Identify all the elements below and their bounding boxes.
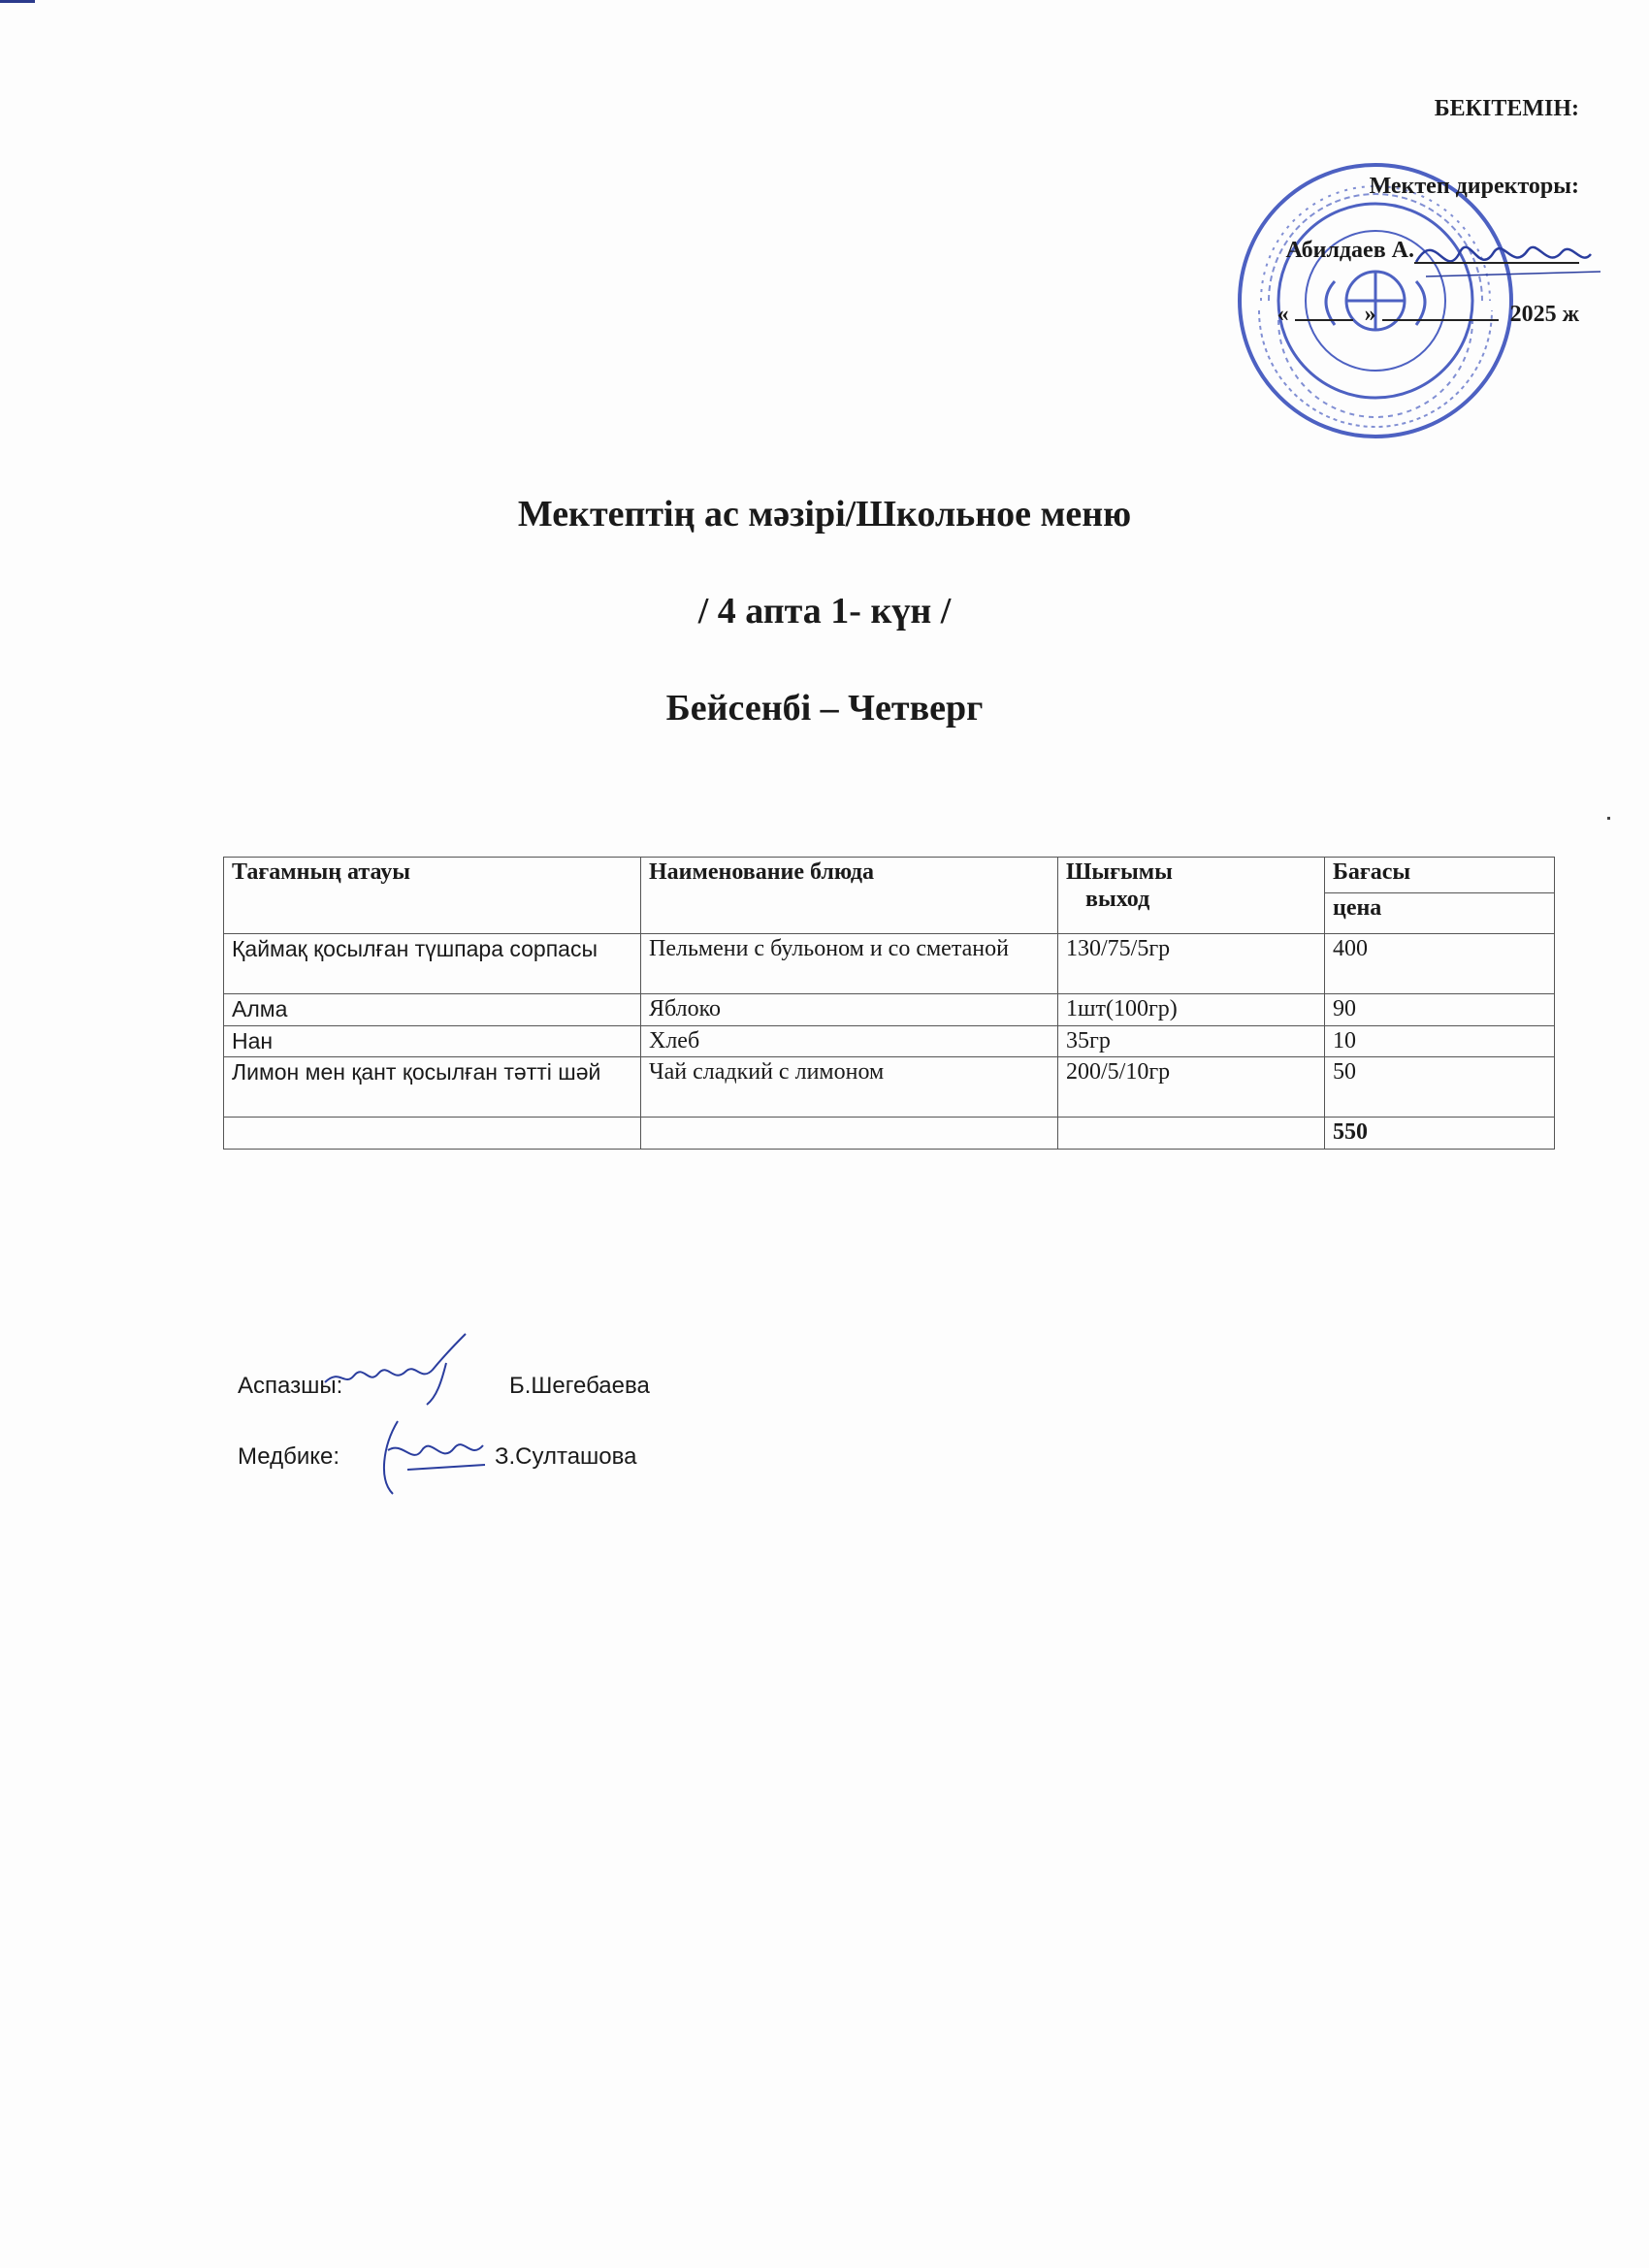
total-price: 550: [1325, 1118, 1555, 1150]
dish-price: 400: [1325, 934, 1555, 994]
cook-label: Аспазшы:: [238, 1373, 343, 1399]
dish-output: 200/5/10гр: [1058, 1057, 1325, 1118]
date-close-quote: »: [1364, 302, 1376, 327]
dish-price: 90: [1325, 994, 1555, 1026]
weekday-subtitle: Бейсенбі – Четверг: [665, 688, 984, 729]
nurse-signature: [369, 1411, 495, 1499]
dish-kz: Лимон мен қант қосылған тәтті шәй: [224, 1057, 641, 1118]
dish-ru: Яблоко: [641, 994, 1058, 1026]
table-header-row: [224, 858, 1555, 893]
header-price-kz: Бағасы: [1325, 858, 1555, 893]
dish-ru: Пельмени с бульоном и со сметаной: [641, 934, 1058, 994]
header-output-kz: Шығымы: [1066, 859, 1173, 885]
date-month-blank: [1382, 319, 1499, 321]
dish-kz: Алма: [224, 994, 641, 1026]
scan-edge-mark: [0, 0, 35, 3]
director-name: Абилдаев А.: [1285, 238, 1414, 263]
nurse-label: Медбике:: [238, 1443, 340, 1470]
header-output-ru: выход: [1085, 886, 1150, 912]
total-empty-cell: [641, 1118, 1058, 1150]
dish-ru: Чай сладкий с лимоном: [641, 1057, 1058, 1118]
table-row: [224, 934, 1555, 994]
date-year: 2025 ж: [1509, 302, 1579, 327]
dish-price: 10: [1325, 1025, 1555, 1057]
dish-kz: Нан: [224, 1025, 641, 1057]
cook-name: Б.Шегебаева: [509, 1373, 650, 1399]
official-seal-stamp: [1230, 155, 1521, 446]
cook-signature-row: [238, 1373, 650, 1400]
dish-ru: Хлеб: [641, 1025, 1058, 1057]
stray-dot: [1607, 817, 1610, 820]
approval-heading: БЕКІТЕМІН:: [1434, 96, 1579, 121]
week-day-subtitle: / 4 апта 1- күн /: [697, 591, 952, 632]
approval-date: [1277, 303, 1579, 326]
total-row: [224, 1118, 1555, 1150]
header-price-ru: цена: [1325, 893, 1555, 934]
table-row: [224, 994, 1555, 1026]
dish-output: 130/75/5гр: [1058, 934, 1325, 994]
date-open-quote: «: [1277, 302, 1289, 327]
dish-output: 1шт(100гр): [1058, 994, 1325, 1026]
table-row: [224, 1025, 1555, 1057]
cook-signature: [320, 1329, 475, 1407]
total-empty-cell: [1058, 1118, 1325, 1150]
total-empty-cell: [224, 1118, 641, 1150]
dish-output: 35гр: [1058, 1025, 1325, 1057]
header-output: [1058, 858, 1325, 934]
date-day-blank: [1295, 319, 1353, 321]
page-title: Мектептің ас мәзірі/Школьное меню: [517, 494, 1132, 535]
dish-kz: Қаймақ қосылған түшпара сорпасы: [224, 934, 641, 994]
header-kz-name: Тағамның атауы: [224, 858, 641, 934]
director-signature: [1406, 223, 1600, 291]
director-position: Мектеп директоры:: [1369, 174, 1579, 199]
nurse-signature-row: [238, 1443, 637, 1471]
dish-price: 50: [1325, 1057, 1555, 1118]
table-row: [224, 1057, 1555, 1118]
header-ru-name: Наименование блюда: [641, 858, 1058, 934]
nurse-name: З.Султашова: [495, 1443, 637, 1470]
signature-line: [1414, 262, 1579, 264]
menu-table: [223, 857, 1555, 1150]
